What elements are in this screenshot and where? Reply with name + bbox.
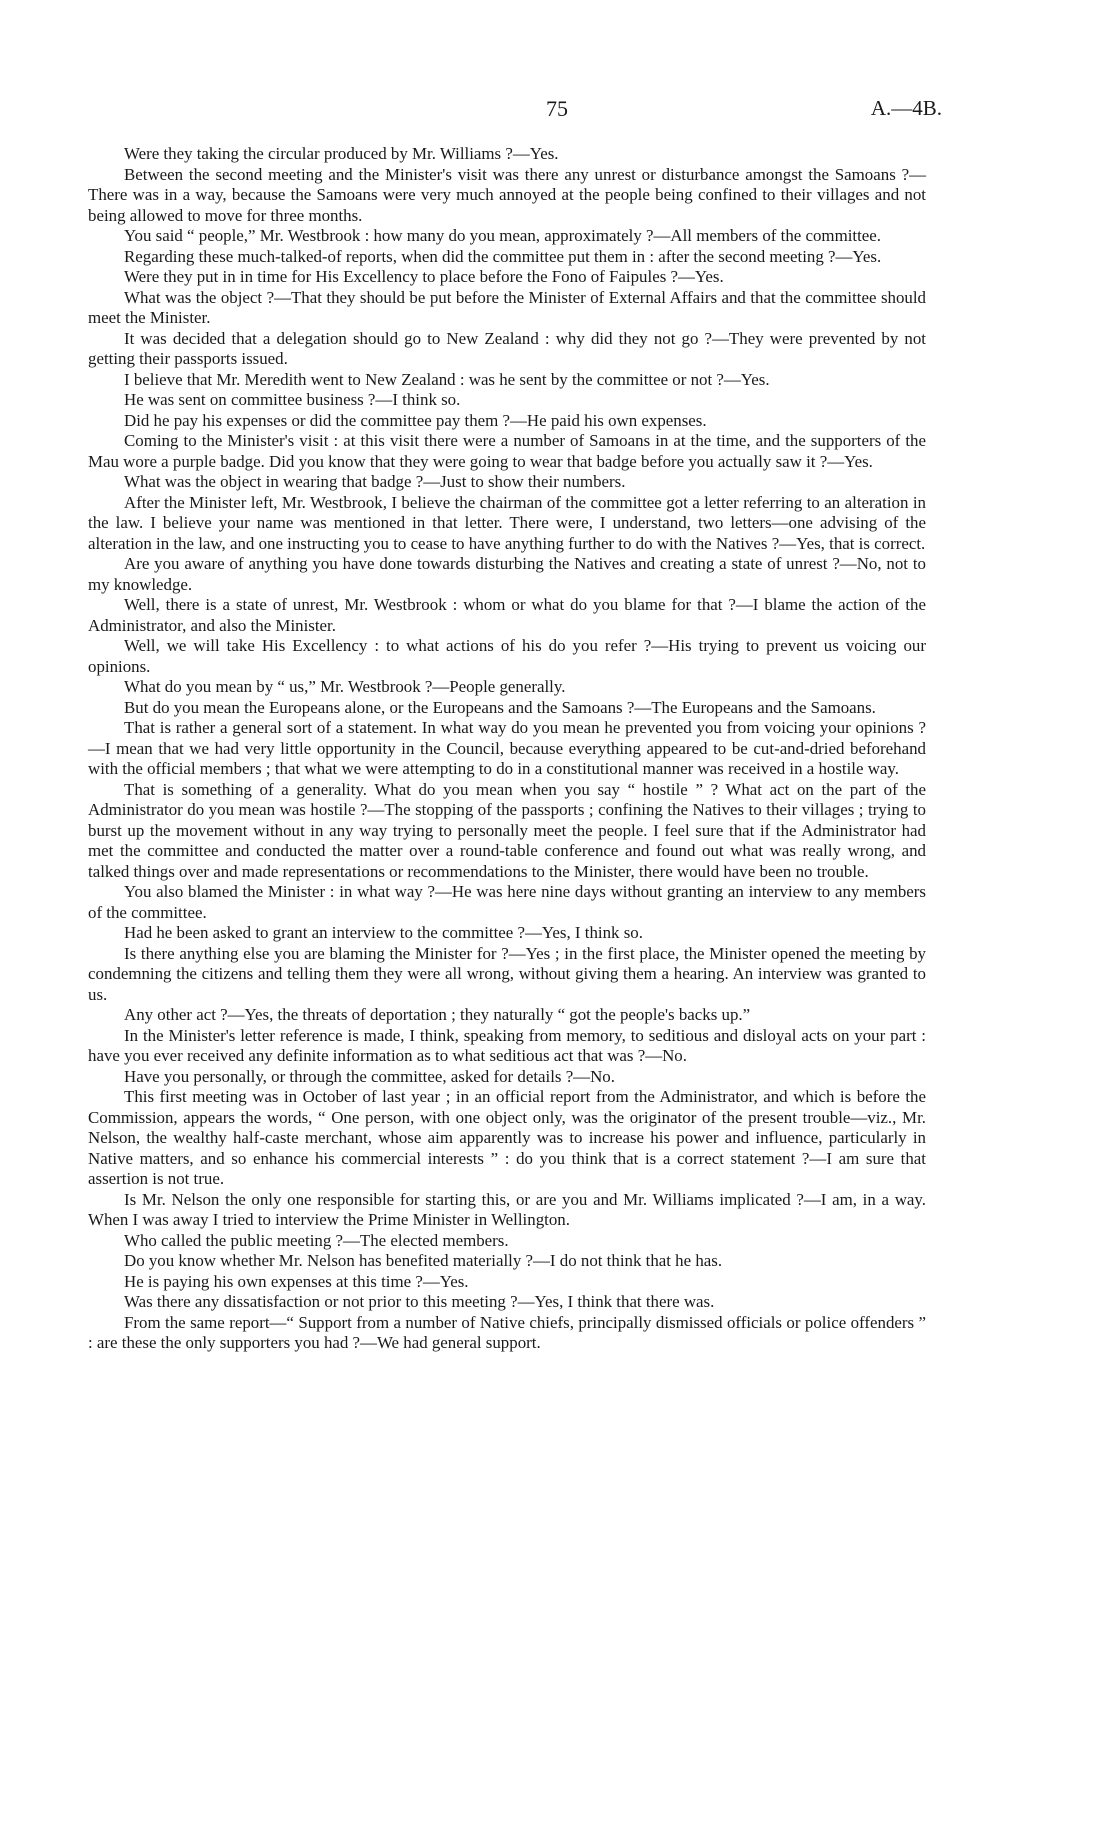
page-number: 75 xyxy=(546,96,568,121)
paragraph: Do you know whether Mr. Nelson has benefited materially ?—I do not think that he has. xyxy=(124,1251,723,1270)
paragraph: In the Minister's letter reference is made, I think, speaking from memory, to seditious and disloyal acts on your part : have you ever received any definite information as to what seditious act that was ?—No. xyxy=(88,1025,926,1065)
paragraph: Coming to the Minister's visit : at this visit there were a number of Samoans in at the time, and the supporters of the Mau wore a purple badge. Did you know that they were going to wear that badge before you actually saw it ?—Yes. xyxy=(88,431,926,471)
paragraph: Who called the public meeting ?—The elected members. xyxy=(124,1230,509,1250)
paragraph: He was sent on committee business ?—I think so. xyxy=(124,390,461,409)
document-reference: A.—4B. xyxy=(870,96,942,120)
paragraph: Is there anything else you are blaming the Minister for ?—Yes ; in the first place, the Minister opened the meeting by condemning the citizens and telling them they were all wrong, without giving them a hearing. An interview was granted to us. xyxy=(88,943,926,1004)
paragraph: Had he been asked to grant an interview to the committee ?—Yes, I think so. xyxy=(124,923,643,942)
paragraph: Are you aware of anything you have done towards disturbing the Natives and creating a state of unrest ?—No, not to my knowledge. xyxy=(88,554,926,594)
paragraph: What was the object in wearing that badge ?—Just to show their numbers. xyxy=(124,472,626,491)
paragraph: I believe that Mr. Meredith went to New Zealand : was he sent by the committee or not ?—Yes. xyxy=(124,369,770,389)
body-text xyxy=(88,144,926,1354)
paragraph: That is rather a general sort of a statement. In what way do you mean he prevented you from voicing your opinions ?—I mean that we had very little opportunity in the Council, because everything appeared to be cut-and-dried beforehand with the official members ; that what we were attempting to do in a constitutional manner was received in a hostile way. xyxy=(88,718,926,778)
page-header xyxy=(0,96,1114,128)
paragraph: Regarding these much-talked-of reports, when did the committee put them in : after the second meeting ?—Yes. xyxy=(124,246,882,266)
paragraph: What do you mean by “ us,” Mr. Westbrook ?—People generally. xyxy=(124,677,566,696)
paragraph: Between the second meeting and the Minister's visit was there any unrest or disturbance amongst the Samoans ?—There was in a way, because the Samoans were very much annoyed at the people being confined to their villages and not being allowed to move for three months. xyxy=(88,164,926,225)
paragraph: That is something of a generality. What do you mean when you say “ hostile ” ? What act on the part of the Administrator do you mean was hostile ?—The stopping of the passports ; confining the Natives to their villages ; trying to burst up the movement without in any way trying to personally meet the people. I feel sure that if the Administrator had met the committee and conducted the matter over a round-table conference and found out what was really wrong, and talked things over and made representations or recommendations to the Minister, there would have been no trouble. xyxy=(88,779,926,881)
paragraph: Was there any dissatisfaction or not prior to this meeting ?—Yes, I think that there was. xyxy=(124,1292,715,1311)
paragraph: Did he pay his expenses or did the committee pay them ?—He paid his own expenses. xyxy=(124,410,707,430)
paragraph: Were they put in in time for His Excellency to place before the Fono of Faipules ?—Yes. xyxy=(124,267,724,286)
paragraph: But do you mean the Europeans alone, or the Europeans and the Samoans ?—The Europeans and the Samoans. xyxy=(124,697,876,717)
paragraph: Were they taking the circular produced by Mr. Williams ?—Yes. xyxy=(124,144,559,163)
paragraph: After the Minister left, Mr. Westbrook, I believe the chairman of the committee got a letter referring to an alteration in the law. I believe your name was mentioned in that letter. There were, I understand, two letters—one advising of the alteration in the law, and one instructing you to cease to have anything further to do with the Natives ?—Yes, that is correct. xyxy=(88,492,926,553)
paragraph: It was decided that a delegation should go to New Zealand : why did they not go ?—They were prevented by not getting their passports issued. xyxy=(88,328,926,368)
paragraph: What was the object ?—That they should be put before the Minister of External Affairs and that the committee should meet the Minister. xyxy=(88,287,926,327)
paragraph: Well, there is a state of unrest, Mr. Westbrook : whom or what do you blame for that ?—I blame the action of the Administrator, and also the Minister. xyxy=(88,595,926,635)
paragraph: You also blamed the Minister : in what way ?—He was here nine days without granting an interview to any members of the committee. xyxy=(88,882,926,922)
paragraph: Any other act ?—Yes, the threats of deportation ; they naturally “ got the people's backs up.” xyxy=(124,1005,751,1024)
paragraph: This first meeting was in October of last year ; in an official report from the Administrator, and which is before the Commission, appears the words, “ One person, with one object only, was the originator of the present trouble—viz., Mr. Nelson, the wealthy half-caste merchant, whose aim apparently was to increase his power and influence, particularly in Native matters, and so enhance his commercial interests ” : do you think that is a correct statement ?—I am sure that assertion is not true. xyxy=(88,1087,926,1188)
paragraph: Well, we will take His Excellency : to what actions of his do you refer ?—His trying to prevent us voicing our opinions. xyxy=(88,636,926,676)
paragraph: You said “ people,” Mr. Westbrook : how many do you mean, approximately ?—All members of the committee. xyxy=(124,226,882,245)
paragraph: Is Mr. Nelson the only one responsible for starting this, or are you and Mr. Williams implicated ?—I am, in a way. When I was away I tried to interview the Prime Minister in Wellington. xyxy=(88,1189,926,1229)
paragraph: Have you personally, or through the committee, asked for details ?—No. xyxy=(124,1066,615,1086)
paragraph: He is paying his own expenses at this time ?—Yes. xyxy=(124,1271,469,1291)
paragraph: From the same report—“ Support from a number of Native chiefs, principally dismissed officials or police offenders ” : are these the only supporters you had ?—We had general support. xyxy=(88,1312,926,1352)
